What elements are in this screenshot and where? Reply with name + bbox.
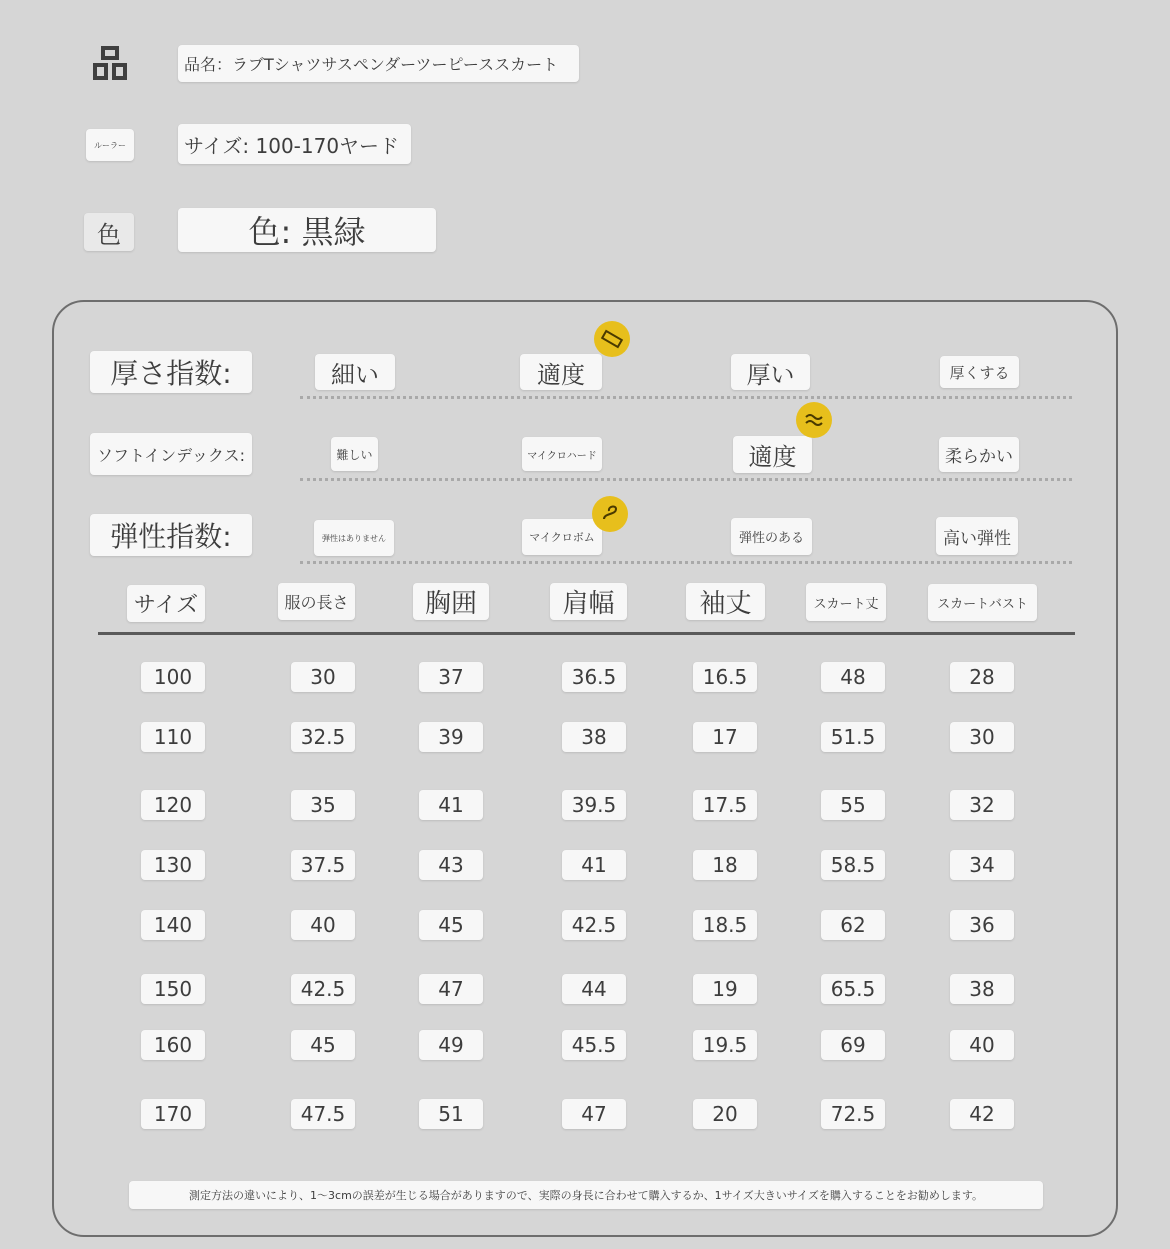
softness-option-hard: 難しい — [331, 437, 378, 471]
table-cell: 51.5 — [821, 722, 885, 752]
ruler-label: ルーラー — [86, 129, 134, 161]
product-name: 品名：ラブTシャツサスペンダーツーピーススカート — [178, 45, 579, 82]
table-cell: 41 — [562, 850, 626, 880]
wave-icon — [796, 402, 832, 438]
column-header-size: サイズ — [127, 585, 205, 622]
table-cell: 40 — [291, 910, 355, 940]
table-cell: 47 — [419, 974, 483, 1004]
column-header-skirt-length: スカート丈 — [806, 583, 886, 621]
ruler-icon — [594, 321, 630, 357]
softness-divider — [300, 478, 1072, 481]
elasticity-label: 弾性指数: — [90, 514, 252, 556]
elasticity-option-high: 高い弾性 — [936, 517, 1018, 555]
table-cell: 140 — [141, 910, 205, 940]
table-cell: 55 — [821, 790, 885, 820]
table-cell: 34 — [950, 850, 1014, 880]
table-cell: 51 — [419, 1099, 483, 1129]
thickness-option-thin: 細い — [315, 354, 395, 390]
softness-option-moderate: 適度 — [733, 436, 812, 473]
elasticity-option-elastic: 弾性のある — [731, 518, 812, 555]
table-cell: 36 — [950, 910, 1014, 940]
table-cell: 62 — [821, 910, 885, 940]
elasticity-option-micro: マイクロボム — [522, 519, 602, 555]
column-header-chest: 胸囲 — [413, 583, 489, 620]
table-cell: 17 — [693, 722, 757, 752]
table-cell: 20 — [693, 1099, 757, 1129]
size-range: サイズ: 100-170ヤード — [178, 124, 411, 164]
table-cell: 100 — [141, 662, 205, 692]
table-cell: 72.5 — [821, 1099, 885, 1129]
table-cell: 47 — [562, 1099, 626, 1129]
color-icon: 色 — [84, 213, 134, 251]
table-cell: 32 — [950, 790, 1014, 820]
table-header-rule — [98, 632, 1075, 635]
spring-icon — [592, 496, 628, 532]
elasticity-divider — [300, 561, 1072, 564]
table-cell: 49 — [419, 1030, 483, 1060]
measurement-note: 測定方法の違いにより、1〜3cmの誤差が生じる場合がありますので、実際の身長に合わせて購入するか、1サイズ大きいサイズを購入することをお勧めします。 — [129, 1181, 1043, 1209]
table-cell: 30 — [950, 722, 1014, 752]
table-cell: 41 — [419, 790, 483, 820]
table-cell: 48 — [821, 662, 885, 692]
table-cell: 65.5 — [821, 974, 885, 1004]
column-header-skirt-bust: スカートバスト — [928, 584, 1037, 621]
table-cell: 69 — [821, 1030, 885, 1060]
table-cell: 150 — [141, 974, 205, 1004]
table-cell: 42.5 — [562, 910, 626, 940]
table-cell: 110 — [141, 722, 205, 752]
table-cell: 18 — [693, 850, 757, 880]
table-cell: 39 — [419, 722, 483, 752]
table-cell: 120 — [141, 790, 205, 820]
thickness-option-thicker: 厚くする — [940, 356, 1019, 388]
color-value: 色: 黒緑 — [178, 208, 436, 252]
table-cell: 47.5 — [291, 1099, 355, 1129]
table-cell: 58.5 — [821, 850, 885, 880]
table-cell: 19.5 — [693, 1030, 757, 1060]
table-cell: 37 — [419, 662, 483, 692]
table-cell: 45.5 — [562, 1030, 626, 1060]
table-cell: 160 — [141, 1030, 205, 1060]
table-cell: 17.5 — [693, 790, 757, 820]
table-cell: 42.5 — [291, 974, 355, 1004]
thickness-option-thick: 厚い — [731, 354, 810, 390]
elasticity-option-none: 弾性はありません — [314, 520, 394, 556]
table-cell: 130 — [141, 850, 205, 880]
table-cell: 18.5 — [693, 910, 757, 940]
table-cell: 19 — [693, 974, 757, 1004]
table-cell: 38 — [950, 974, 1014, 1004]
table-cell: 43 — [419, 850, 483, 880]
column-header-shoulder: 肩幅 — [550, 583, 627, 620]
table-cell: 36.5 — [562, 662, 626, 692]
table-cell: 45 — [419, 910, 483, 940]
table-cell: 37.5 — [291, 850, 355, 880]
softness-label: ソフトインデックス: — [90, 433, 252, 475]
column-header-length: 服の長さ — [278, 583, 355, 620]
goods-icon — [93, 46, 127, 80]
table-cell: 170 — [141, 1099, 205, 1129]
table-cell: 28 — [950, 662, 1014, 692]
table-cell: 40 — [950, 1030, 1014, 1060]
table-cell: 35 — [291, 790, 355, 820]
column-header-sleeve: 袖丈 — [686, 583, 765, 620]
thickness-option-moderate: 適度 — [520, 354, 602, 390]
softness-option-soft: 柔らかい — [939, 437, 1019, 472]
table-cell: 39.5 — [562, 790, 626, 820]
table-cell: 38 — [562, 722, 626, 752]
table-cell: 44 — [562, 974, 626, 1004]
table-cell: 32.5 — [291, 722, 355, 752]
table-cell: 16.5 — [693, 662, 757, 692]
table-cell: 30 — [291, 662, 355, 692]
thickness-label: 厚さ指数: — [90, 351, 252, 393]
softness-option-micro-hard: マイクロハード — [522, 437, 602, 471]
thickness-divider — [300, 396, 1072, 399]
table-cell: 42 — [950, 1099, 1014, 1129]
table-cell: 45 — [291, 1030, 355, 1060]
